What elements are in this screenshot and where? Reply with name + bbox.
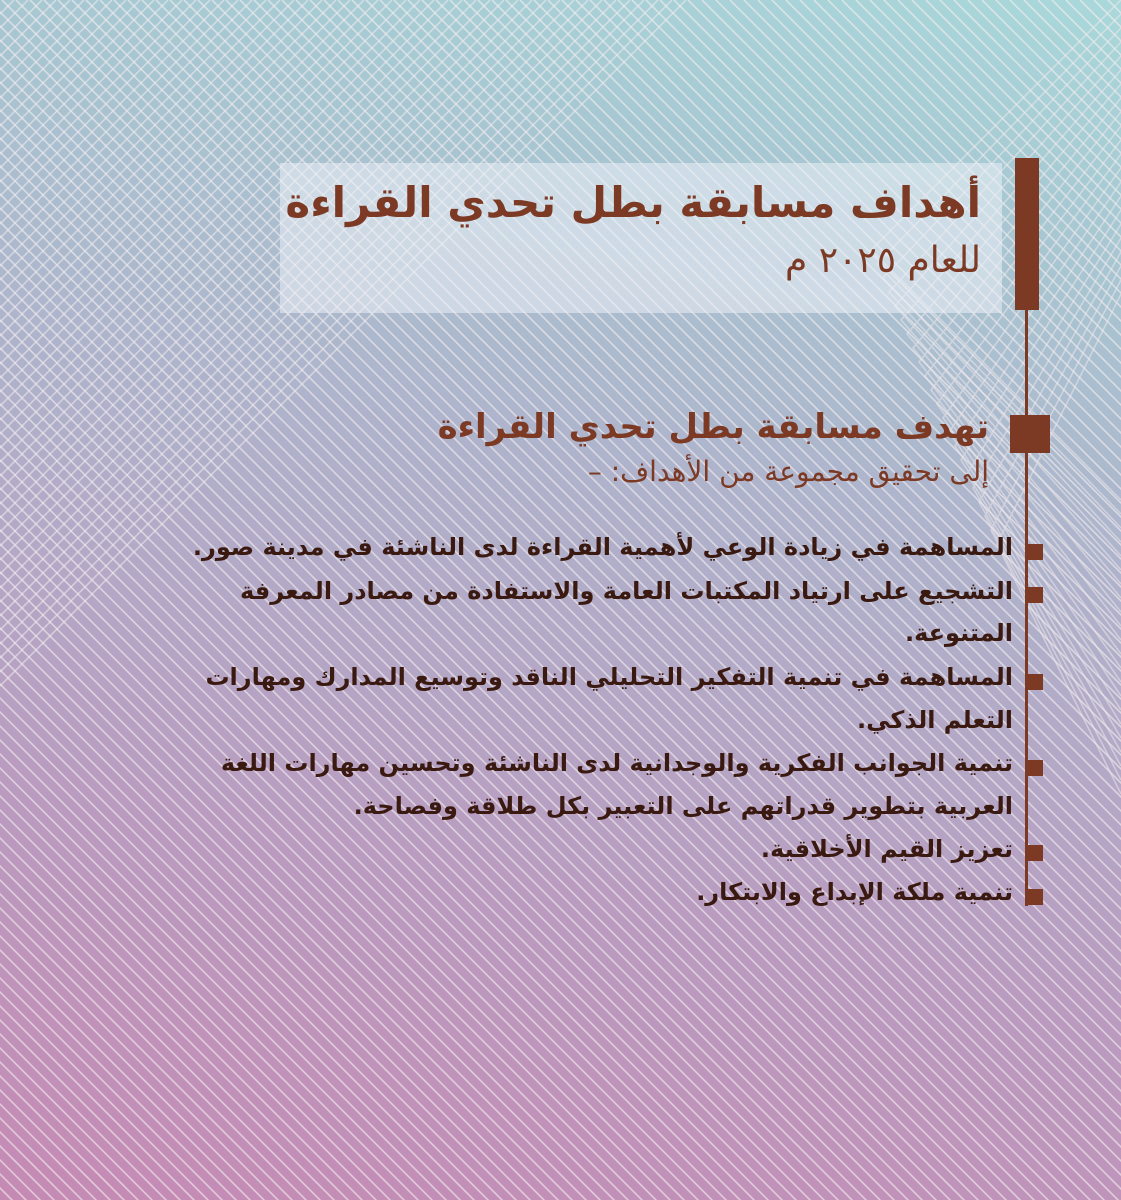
goal-bullet xyxy=(1027,544,1043,560)
goal-item-3-line-2: التعلم الذكي. xyxy=(856,706,1013,734)
goal-item-6-line-1: تنمية ملكة الإبداع والابتكار. xyxy=(696,878,1013,906)
goal-bullet xyxy=(1027,845,1043,861)
page-title: أهداف مسابقة بطل تحدي القراءة xyxy=(285,178,981,227)
goal-bullet xyxy=(1027,760,1043,776)
goal-item-3-line-1: المساهمة في تنمية التفكير التحليلي الناقد وتوسيع المدارك ومهارات xyxy=(205,663,1013,691)
goal-item-5-line-1: تعزيز القيم الأخلاقية. xyxy=(760,835,1013,863)
goal-bullet xyxy=(1027,587,1043,603)
goal-item-4-line-1: تنمية الجوانب الفكرية والوجدانية لدى الناشئة وتحسين مهارات اللغة xyxy=(220,749,1013,777)
goal-bullet xyxy=(1027,674,1043,690)
intro-heading: تهدف مسابقة بطل تحدي القراءة xyxy=(437,407,989,447)
intro-subheading: إلى تحقيق مجموعة من الأهداف: – xyxy=(587,455,989,488)
page-subtitle: للعام ٢٠٢٥ م xyxy=(784,240,981,281)
goal-item-2-line-2: المتنوعة. xyxy=(904,619,1013,647)
goal-item-2-line-1: التشجيع على ارتياد المكتبات العامة والاستفادة من مصادر المعرفة xyxy=(239,577,1013,605)
goal-bullet xyxy=(1027,889,1043,905)
goal-item-4-line-2: العربية بتطوير قدراتهم على التعبير بكل طلاقة وفصاحة. xyxy=(353,792,1013,820)
goal-item-1-line-1: المساهمة في زيادة الوعي لأهمية القراءة لدى الناشئة في مدينة صور. xyxy=(192,533,1013,561)
